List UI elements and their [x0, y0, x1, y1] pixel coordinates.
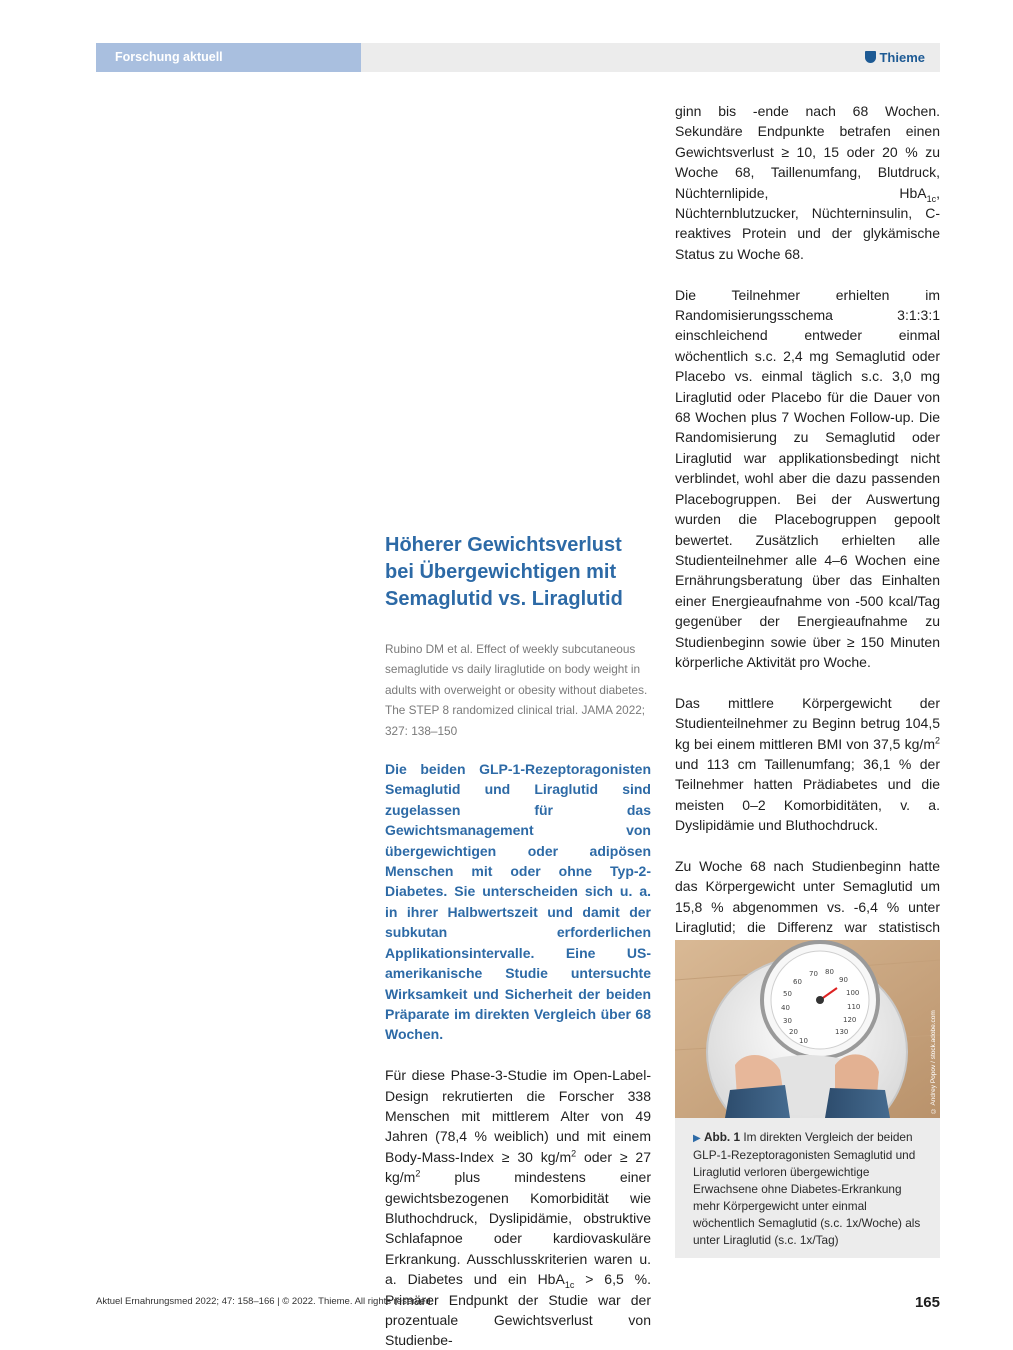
left-column [385, 532, 651, 1350]
scale-tick-110: 110 [847, 1003, 861, 1011]
scale-tick-130: 130 [835, 1028, 849, 1036]
body-paragraph-3: Die Teilnehmer erhielten im Randomisierungsschema 3:1:3:1 einschleichend entweder einmal wöchentlich s.c. 2,4 mg Semaglutid oder Placebo vs. einmal täglich s.c. 3,0 mg Liraglutid oder Placebo für die Dauer von 68 Wochen plus 7 Wochen Follow-up. Die Randomisierung zu Semaglutid oder Liraglutid war applikationsbedingt nicht verblindet, wohl aber die dazu passenden Placebogruppen. Bei der Auswertung wurden die Placebogruppen gepoolt bewertet. Zusätzlich erhielten alle Studienteilnehmer alle 4–6 Wochen eine Ernährungsberatung über das Einhalten einer Energieaufnahme von -500 kcal/Tag gegenüber der Energieaufnahme zu Studienbeginn sowie über ≥ 150 Minuten körperliche Aktivität pro Woche. [675, 286, 940, 670]
scale-tick-90: 90 [839, 976, 848, 984]
body-paragraph-4: Das mittlere Körpergewicht der Studienteilnehmer zu Beginn betrug 104,5 kg bei einem mittleren BMI von 37,5 $kg/m^2$ und 113 cm Taillenumfang; 36,1 % der Teilnehmer hatten Prädiabetes und die meisten 0–2 Komorbiditäten, v. a. Dyslipidämie und Bluthochdruck. [675, 694, 940, 834]
article-title: Höherer Gewichtsverlust bei Übergewichtigen mit Semaglutid vs. Liraglutid [385, 534, 623, 610]
running-header [96, 43, 940, 72]
scale-tick-10: 10 [799, 1037, 808, 1045]
caption-arrow-icon: ▶ [693, 1133, 701, 1144]
figure-box [675, 940, 940, 1258]
right-column [675, 101, 940, 958]
body-paragraph-1: Für diese Phase-3-Studie im Open-Label-Design rekrutierten die Forscher 338 Menschen mit mittlerem Alter von 49 Jahren (78,4 % weiblich) und mit einem Body-Mass-Index ≥ 30 $kg/m^2$ oder ≥ 27 $kg/m^2$ plus mindestens einer gewichtsbezogenen Komorbidität wie Bluthochdruck, Dyslipidämie, obstruktive Schlafapnoe oder kardiovaskuläre Erkrankung. Ausschlusskriterien waren u. a. Diabetes und ein HbA$_{1c}$ > 6,5 %. Primärer Endpunkt der Studie war der prozentuale Gewichtsverlust von Studienbe- [385, 1067, 651, 1349]
article-reference: Rubino DM et al. Effect of weekly subcutaneous semaglutide vs daily liraglutide on body weight in adults with overweight or obesity without diabetes. The STEP 8 randomized clinical trial. JAMA 2022; 327: 138–150 [385, 642, 648, 738]
scale-illustration [675, 940, 940, 1118]
figure-caption [693, 1129, 928, 1249]
caption-label: Abb. 1 [703, 1130, 741, 1144]
page-number: 165 [914, 1294, 940, 1311]
scale-tick-50: 50 [783, 990, 792, 998]
scale-tick-30: 30 [783, 1017, 792, 1025]
caption-text: Im direkten Vergleich der beiden GLP-1-Rezeptoragonisten Semaglutid und Liraglutid verloren übergewichtige Erwachsene ohne Diabetes-Erkrankung mehr Körpergewicht unter einmal wöchentlich Semaglutid (s.c. 1x/Woche) als unter Liraglutid (s.c. 1x/Tag) [693, 1130, 921, 1247]
scale-tick-20: 20 [789, 1028, 798, 1036]
scale-tick-70: 70 [809, 970, 818, 978]
body-paragraph-5: Zu Woche 68 nach Studienbeginn hatte das Körpergewicht unter Semaglutid um 15,8 % abgenommen vs. -6,4 % unter Liraglutid; die Differenz war statistisch [675, 857, 940, 936]
publisher-name: Thieme [879, 50, 925, 65]
section-label: Forschung aktuell [96, 43, 361, 72]
scale-tick-60: 60 [793, 978, 802, 986]
footer-citation: Aktuel Ernahrungsmed 2022; 47: 158–166 | © 2022. Thieme. All rights reserved. [96, 1296, 434, 1307]
scale-tick-80: 80 [825, 968, 834, 976]
body-paragraph-2: ginn bis -ende nach 68 Wochen. Sekundäre Endpunkte betrafen einen Gewichtsverlust ≥ 10, 15 oder 20 % zu Woche 68, Taillenumfang, Blutdruck, Nüchternlipide, HbA$_{1c}$, Nüchternblutzucker, Nüchterninsulin, C-reaktives Protein und der glykämische Status zu Woche 68. [675, 103, 940, 262]
shield-icon [865, 51, 876, 63]
bathroom-scale-photo [675, 940, 940, 1118]
publisher-brand [865, 43, 925, 72]
article-lead: Die beiden GLP-1-Rezeptoragonisten Semaglutid und Liraglutid sind zugelassen für das Gewichtsmanagement von übergewichtigen oder adipösen Menschen mit oder ohne Typ-2-Diabetes. Sie unterscheiden sich u. a. in ihrer Halbwertszeit und damit der subkutan erforderlichen Applikationsintervalle. Eine US-amerikanische Studie untersuchte Wirksamkeit und Sicherheit der beiden Präparate im direkten Vergleich über 68 Wochen. [385, 761, 651, 1043]
scale-tick-40: 40 [781, 1004, 790, 1012]
scale-tick-120: 120 [843, 1016, 857, 1024]
photo-credit: © Andrey Popov / stock.adobe.com [930, 1010, 937, 1114]
scale-tick-100: 100 [846, 989, 860, 997]
